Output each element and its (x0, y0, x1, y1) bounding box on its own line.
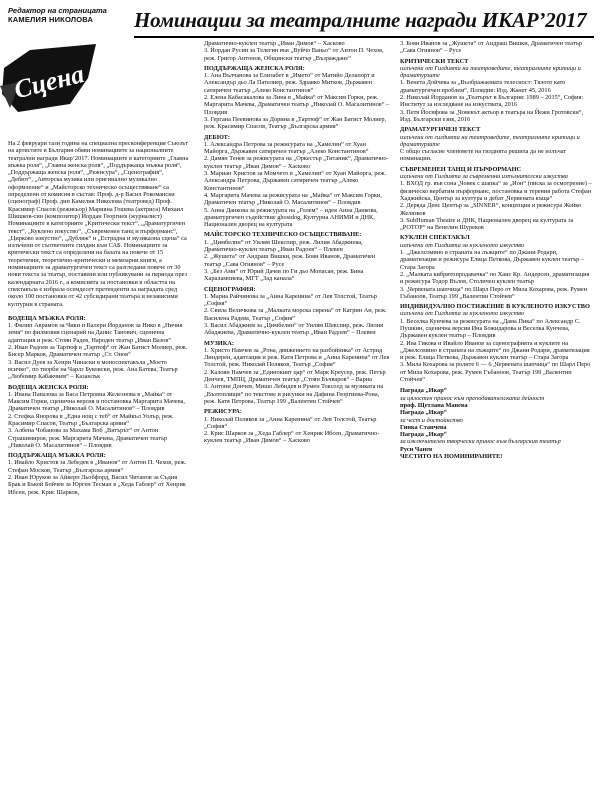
section-heading: ДЕБЮТ: (204, 133, 230, 141)
nomination-item: 1. Ивана Папазова за Васа Петровна Железнова в „Майка“ от Максим Горки, сценична версия и постановка Маргарита Мачева, Драматичен театър „Николай О. Масалитинов“ – Пловдив (8, 390, 185, 413)
closing-line: ЧЕСТИТО НА НОМИНИРАНИТЕ! (400, 453, 503, 461)
section-heading: КУКЛЕН СПЕКТАКЪЛ (400, 234, 470, 242)
nomination-item: 2. „Малката кибритопродавачка“ по Ханс Кр. Андерсен, драматизация и режисура Тодор Вълов, Столичен куклен театър (400, 270, 590, 286)
section-heading: ВОДЕЩА ЖЕНСКА РОЛЯ: (8, 383, 89, 391)
nomination-item: 3. Гергана Пеевинова за Дорина в „Тартюф“ от Жан Батист Молиер, реж. Красимир Спасов, Театър „Българска армия“ (204, 115, 387, 131)
honorary-awards (400, 387, 594, 453)
nomination-item: 1. Ивайло Христов за Лебедев в „Иванов“ от Антон П. Чехов, реж. Стефан Москов, Театър „Българска армия“ (8, 459, 187, 474)
award-description: за изключителен творчески принос към българския театър (400, 438, 561, 446)
nomination-item: 3. „Червената шапчица“ по Шарл Перо от Мила Кохарова, реж. Румен Гъбаноов, Театър 199 „Валентин Стойчев“ (400, 285, 588, 300)
nomination-item: 1. Николай Поляков за „Анна Каренина“ от Лев Толстой, Театър „София“ (204, 415, 377, 430)
nomination-item: 3. SubHuman Theatre и ДНК, Национален дворец на културата за „РОТОР“ на Венелин Шуреков (400, 216, 574, 232)
col3-sections (400, 58, 594, 384)
col2-sections (204, 65, 390, 445)
nomination-item: 1. Веселка Кунчева за режисурата на „Дама Пика“ по Александр С. Пушкин, сценична версия Ина Божидарова и Веселка Кунчева, Държавен куклен театър – Пловдив (400, 317, 581, 340)
nomination-item: 1. Александра Петрова за режисурата на „Хамелин“ от Хуан Майорга, Държавен сатиричен театър „Алеко Константинов“ (204, 140, 369, 156)
section-heading: РЕЖИСУРА: (204, 408, 242, 416)
nomination-item: 2. Свила Величкова за „Малката морска сирена“ от Катрин Ан, реж. Василена Радева, Театър „София“ (204, 307, 387, 322)
page-headline: Номинации за театралните награди ИКАР’2017 (134, 8, 587, 32)
section-heading: ПОДДЪРЖАЩА ЖЕНСКА РОЛЯ: (204, 64, 305, 72)
nomination-item: 1. ВХОД гр. във сона „Човек с шапка“ за „Ион“ (писка за осмотрение) – физическо вербатим пърформанс, постановка и терения работа Стефан Хаджийска, Център за култура и дебат „Червената къща“ (400, 180, 592, 202)
nomination-item: 2. „Жушета“ от Андраш Вишки, реж. Боян Иванов, Драматичен театър „Сава Огнянов“ – Русе (204, 253, 376, 268)
editor-role: Редактор на страницата (8, 6, 107, 15)
section-heading: СЪВРЕМЕНЕН ТАНЦ И ПЪРФОРМАНС (400, 165, 522, 173)
col2-continuation: Драматично-куклен театър „Иван Димов“ – Хасково (204, 40, 345, 47)
col3-continuation-item: 3. Боян Иванов за „Жушета“ от Андраш Вишки, Драматичен театър „Сава Огнянов“ – Русе (400, 40, 582, 55)
nomination-item: 4. Маргарита Мачева за режисурата на „Майка“ от Максим Горки, Драматичен театър „Николай О. Масалитинов“ – Пловдив (204, 191, 382, 207)
nomination-item: 5. Анна Данкова за режисурата на „Голем“ – идея Анна Данкова, драматургичен съдействие ghostdog, Културна АНИМИ и ДНК, Национален дворец на културата (204, 206, 378, 229)
nomination-item: 1. Филип Аврамов за Чики и Валери Йорданов за Нико в „Ничия земя“ по филмовия сценарий на Данис Танович, сценична адаптация и реж. Стоян Радев, Народен театър „Иван Вазов“ (8, 322, 183, 344)
award-recipient: проф. Щетлана Манева (400, 401, 468, 409)
section-heading: МАЙСТОРСКО ТЕХНИЧЕСКО ОСЪЩЕСТВЯВАНЕ: (204, 231, 362, 239)
section-heading: ВОДЕЩА МЪЖКА РОЛЯ: (8, 314, 86, 322)
nomination-item: 3. Антони Дончев, Мишо Лебидев и Румен Токсолд за музиката на „Възтоплищи“ по текстове и рисунки на Дафина Георгиева-Рона, реж. Катя Петрова, Театър 199 „Валентин Стойчев“ (204, 383, 384, 405)
nomination-item: 3. Албена Чобанова за Махама Воб „Вятърът“ от Антон Страшимиров, реж. Маргарита Мачева, Драматичен театър „Николай О. Масалитинов“ – Пловдив (8, 427, 168, 449)
intro-text: На 2 февруари тази година на специална пресконференция Съюзът на артистите в България обяви номинациите за националните театрални награди Икар’2017. Номинациите в категориите „Главна мъжка роля“, „Главна женска роля“, „Поддържаща мъжка роля“, „Поддържаща женска роля“, „Режисура“, „Сценография“, „Дебют“, „Авторска музика или оригинално музикално оформление“ и „Майсторско техническо осъществяване“ са определени от комисия в състав: Проф. д-р Васил Рокомански (сценограф) Проф. дин Камелия Николова (театровед) Проф. Красимир Спасов (режисьор) Марияна Гошева (актриса) Михаил Шишков-син (композитор) Йордан Георгиев (журналист) Номинациите в категориите „Критически текст“, „Драматургичен текст“, „Куклено изкуство“, „Съвременен танц и пърформанс“, „Цирково изкуство“, „Дубляж“ и „Естрадна и музикална сцена“ са излъчени от съответните гилдии към САБ. Номинациите за критически текст са определени на базата на повече от 15 теоретични, теоретично-критически и мемоарни книги, а номинациите за драматургичен текст са разгледани повече от 30 нови текста за театър, поставени или публикувани за периода през календарната 2016 г., а комисията за постановки в областта на спектакъла е избрала осемдесет претенденти за наградата сред около 100 постановки от 42 субсидирани театъра и независими културни в страната. (8, 140, 189, 308)
section-subtitle: излъчени от Гилдията на театроведите, театралните критици и драматурзите (400, 64, 581, 80)
nomination-item: 3. Васил Абаджиев за „Цимбелин“ от Уилям Шекспир, реж. Лилия Абаджиева, Драматично-куклен театър „Иван Радоев“ – Плевен (204, 321, 384, 337)
nomination-item: 2. Иван Юруков за Айкерп Льобфорд, Васил Читанов за Съдия Брак и Бъкой Бойчев за Юрген Тесман в „Хеда Габлер“ от Хенрик Ибсен, реж. Крис Шарков, (8, 474, 186, 496)
nomination-item: 1. Ана Вълчанова за Елизабет в „Името“ от Матийо Делапорт и Александър дьо Ла Пателиер, реж. Здравко Митков, Държавен сатиричен театър „Алеко Константинов“ (204, 72, 375, 94)
column-3 (400, 40, 594, 460)
award-label: Награда „Икар“ (400, 431, 447, 439)
nomination-item: 1. „Цимбелин“ от Уилям Шекспир, реж. Лилия Абаджиева, Драматично-куклен театър „Иван Радоев“ – Плевен (204, 238, 363, 254)
award-recipient: Гинка Станчева (400, 423, 447, 431)
nomination-item: 2. Крис Шарков за „Хеда Габлер“ от Хенрик Ибсен, Драматично-куклен театър „Иван Димов“ – Хасково (204, 430, 380, 445)
nomination-item: 1. Христо Намчев за „Рона, движението на разбойника“ от Астрид Линдерен, адаптация и реж. Катя Петрова и „Анна Каренина“ от Лев Толстой, реж. Николай Поляков, Театър „София“ (204, 346, 390, 369)
section-heading: СЦЕНОГРАФИЯ: (204, 285, 256, 293)
editor-name: КАМЕЛИЯ НИКОЛОВА (8, 15, 94, 24)
column-1 (8, 140, 190, 496)
section-heading: ДРАМАТУРГИЧЕН ТЕКСТ (400, 126, 481, 134)
section-subtitle: излъчени от Гилдията за кукленото изкуство (400, 241, 525, 249)
nomination-item: С общо съгласие членовете на гилдията решиха да не излъчат номинации. (400, 148, 567, 163)
section-heading: МУЗИКА: (204, 339, 234, 347)
section-heading: ИНДИВИДУАЛНО ПОСТИЖЕНИЕ В КУКЛЕНОТО ИЗКУСТВО (400, 303, 590, 311)
section-subtitle: излъчени от Гилдията за съвременни изпълнителски изкуства (400, 173, 568, 181)
logo-text: Сцена (11, 59, 87, 105)
nomination-item: 2. Деряда Денс Център за „SINNER“, концепция и режисура Жейко Желязков (400, 202, 582, 217)
nomination-item: 1. „Джелсомино в страната на лъжците“ по Джани Родари, драматизация и режисура Елица Петкова, Държавен куклен театър – Стара Загора (400, 249, 584, 271)
nomination-item: 2. Николай Йорданов за „Театърът в България: 1989 – 2015“, София: Институт за изследване на изкуствата, 2016 (400, 94, 584, 109)
nomination-item: 3. Петя Йосифова за „Човекът актьор в театъра на Йежи Гротовски“, Изд. Български език, 2016 (400, 108, 584, 123)
nomination-item: 1. Мариа Райчинова за „Анна Каренина“ от Лев Толстой, Театър „София“ (204, 292, 377, 308)
nomination-item: 2. Ива Гикова и Ивайло Иванов за сценографията и куклите на „Джелсомино в страната на лъжците“ по Джани Родари, драматизация и реж. Елица Петкова, Държавен куклен театър – Стара Загора (400, 339, 590, 362)
nomination-item: 1. Венета Дойчева за „Въображаемата телесност: Тялото като драматургичен проблем“, Пловдив: Изд. Жанет 45, 2016 (400, 79, 566, 94)
nomination-item: 3. Васил Дуев за Хенри Чинаски в моноспектакъла „Моето всичко“, по творби на Чарлз Буковски, реж. Ана Батева, Театър „Любомир Кабакчиев“ – Казанлък (8, 358, 178, 381)
nomination-item: 2. Иван Радоев за Тартюф в „Тартюф“ от Жан Батист Молиер, реж. Бисер Марков, Драматичен театър „Ст. Онов“ (8, 344, 188, 359)
section-heading: ПОДДЪРЖАЩА МЪЖКА РОЛЯ: (8, 452, 106, 460)
col1-sections (8, 315, 190, 496)
col2-continuation-item: 3. Йордан Русин за Телегин във „Вуйчо Ваньо“ от Антон П. Чехов, реж. Григор Антонов, Общински театър „Възраждане“ (204, 47, 384, 62)
section-heading: КРИТИЧЕСКИ ТЕКСТ (400, 57, 469, 65)
nomination-item: 2. Калоян Намчев за „Единокият цар“ от Марк Креусер, реж. Петър Денчев, ТМПЦ, Драматичен театър „Стоян Бъчваров“ – Варна (204, 368, 386, 384)
headline-rule (134, 36, 594, 38)
section-subtitle: излъчени от Гилдията за кукленото изкуство (400, 310, 525, 318)
stsena-logo (0, 38, 100, 118)
award-recipient: Руси Чанев (400, 445, 433, 453)
award-description: за цялостен принос към преподавателската дейност (400, 394, 545, 402)
section-subtitle: излъчени от гилдията на театроведите, театралните критици и драматурзите (400, 133, 580, 148)
page-editor-credit (8, 6, 128, 24)
award-label: Награда „Икар“ (400, 387, 447, 395)
award-label: Награда „Икар“ (400, 409, 447, 417)
nomination-item: 2. Стефка Янорова в „Една нощ с теб“ от Майкъл Уолър, реж. Красимир Спасов, Театър „Българска армия“ (8, 412, 174, 427)
award-description: за чест и достойнство (400, 416, 463, 424)
nomination-item: 3. Мила Кохарова за ролите 6 — 6 „Червената шапчица“ по Шарл Перо от Мила Кохарова, реж. Румен Гъбаноов, Театър 199 „Валентин Стойчев“ (400, 361, 591, 384)
nomination-item: 3. „Без Ами“ от Юрий Дачев по Ги дьо Мопасан, реж. Бина Харалампиева, МГТ „Зад канала“ (204, 267, 364, 283)
nomination-item: 2. Елена Кабасакалова за Лина в „Майка“ от Максим Горки, реж. Маргарита Мачева, Драматичен театър „Николай О. Масалитинов“ – Пловдив (204, 94, 390, 116)
nomination-item: 2. Дамян Тенев за режисурата на „Оркестър „Титаник“, Драматично-куклен театър „Иван Димов“ – Хасково (204, 155, 389, 170)
column-2 (204, 40, 390, 445)
nomination-item: 3. Мариан Христов за Момчето в „Хамелин“ от Хуан Майорга, реж. Александра Петрова, Държавен сатиричен театър „Алеко Константинов“ (204, 170, 387, 192)
